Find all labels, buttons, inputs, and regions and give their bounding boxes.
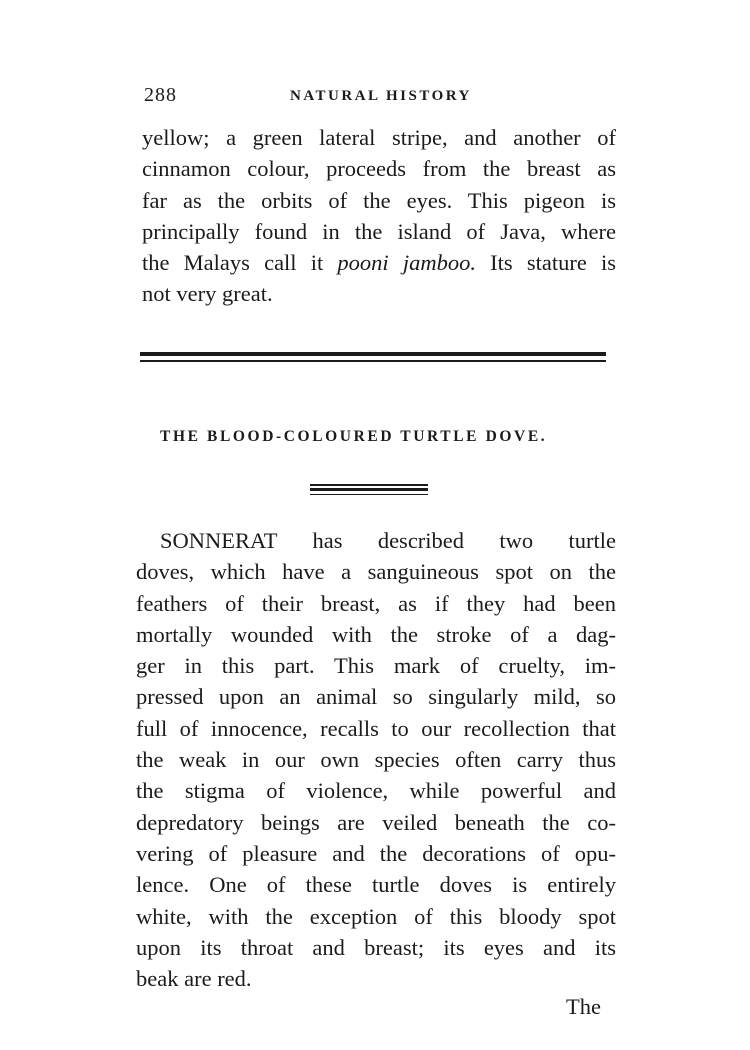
section-divider-thick bbox=[140, 352, 606, 356]
text-line: far as the orbits of the eyes. This pigeon is bbox=[142, 187, 616, 213]
text-line: cinnamon colour, proceeds from the breast as bbox=[142, 156, 616, 182]
text-line: upon its throat and breast; its eyes and its bbox=[136, 934, 616, 960]
text-line: yellow; a green lateral stripe, and another of bbox=[142, 125, 616, 150]
text-line: feathers of their breast, as if they had been bbox=[136, 590, 616, 616]
text-line: full of innocence, recalls to our recollection that bbox=[136, 715, 616, 741]
section-title: THE BLOOD-COLOURED TURTLE DOVE. bbox=[160, 428, 548, 445]
text-line: the weak in our own species often carry thus bbox=[136, 747, 616, 773]
text-line: lence. One of these turtle doves is entirely bbox=[136, 872, 616, 898]
text-line-end: Its stature is bbox=[475, 250, 616, 276]
top-paragraph bbox=[142, 122, 616, 310]
running-title: NATURAL HISTORY bbox=[290, 88, 472, 104]
ornament-line-bottom bbox=[310, 494, 428, 496]
text-line: white, with the exception of this bloody spot bbox=[136, 903, 616, 929]
text-line: vering of pleasure and the decorations of opu- bbox=[136, 840, 616, 866]
text-line: the stigma of violence, while powerful and bbox=[136, 778, 616, 804]
text-line: SONNERAT has described two turtle bbox=[160, 528, 616, 553]
title-ornament-rule bbox=[310, 484, 428, 496]
text-line: beak are red. bbox=[136, 966, 252, 992]
text-line-start: the Malays call it bbox=[142, 250, 338, 276]
text-line: ger in this part. This mark of cruelty, im- bbox=[136, 653, 616, 679]
page-number: 288 bbox=[144, 84, 177, 106]
italic-term: pooni jamboo. bbox=[337, 250, 476, 276]
catchword: The bbox=[566, 994, 601, 1019]
text-line bbox=[142, 247, 616, 278]
text-line: mortally wounded with the stroke of a dag- bbox=[136, 621, 616, 647]
main-paragraph bbox=[136, 525, 616, 994]
text-line: not very great. bbox=[142, 281, 273, 307]
text-line: doves, which have a sanguineous spot on the bbox=[136, 559, 616, 585]
text-line: pressed upon an animal so singularly mild, so bbox=[136, 684, 616, 710]
ornament-line-middle bbox=[310, 488, 428, 491]
section-divider-thin bbox=[140, 360, 606, 362]
ornament-line-top bbox=[310, 484, 428, 486]
text-line: depredatory beings are veiled beneath the co- bbox=[136, 809, 616, 835]
running-head bbox=[140, 84, 610, 110]
text-line: principally found in the island of Java, where bbox=[142, 218, 616, 244]
